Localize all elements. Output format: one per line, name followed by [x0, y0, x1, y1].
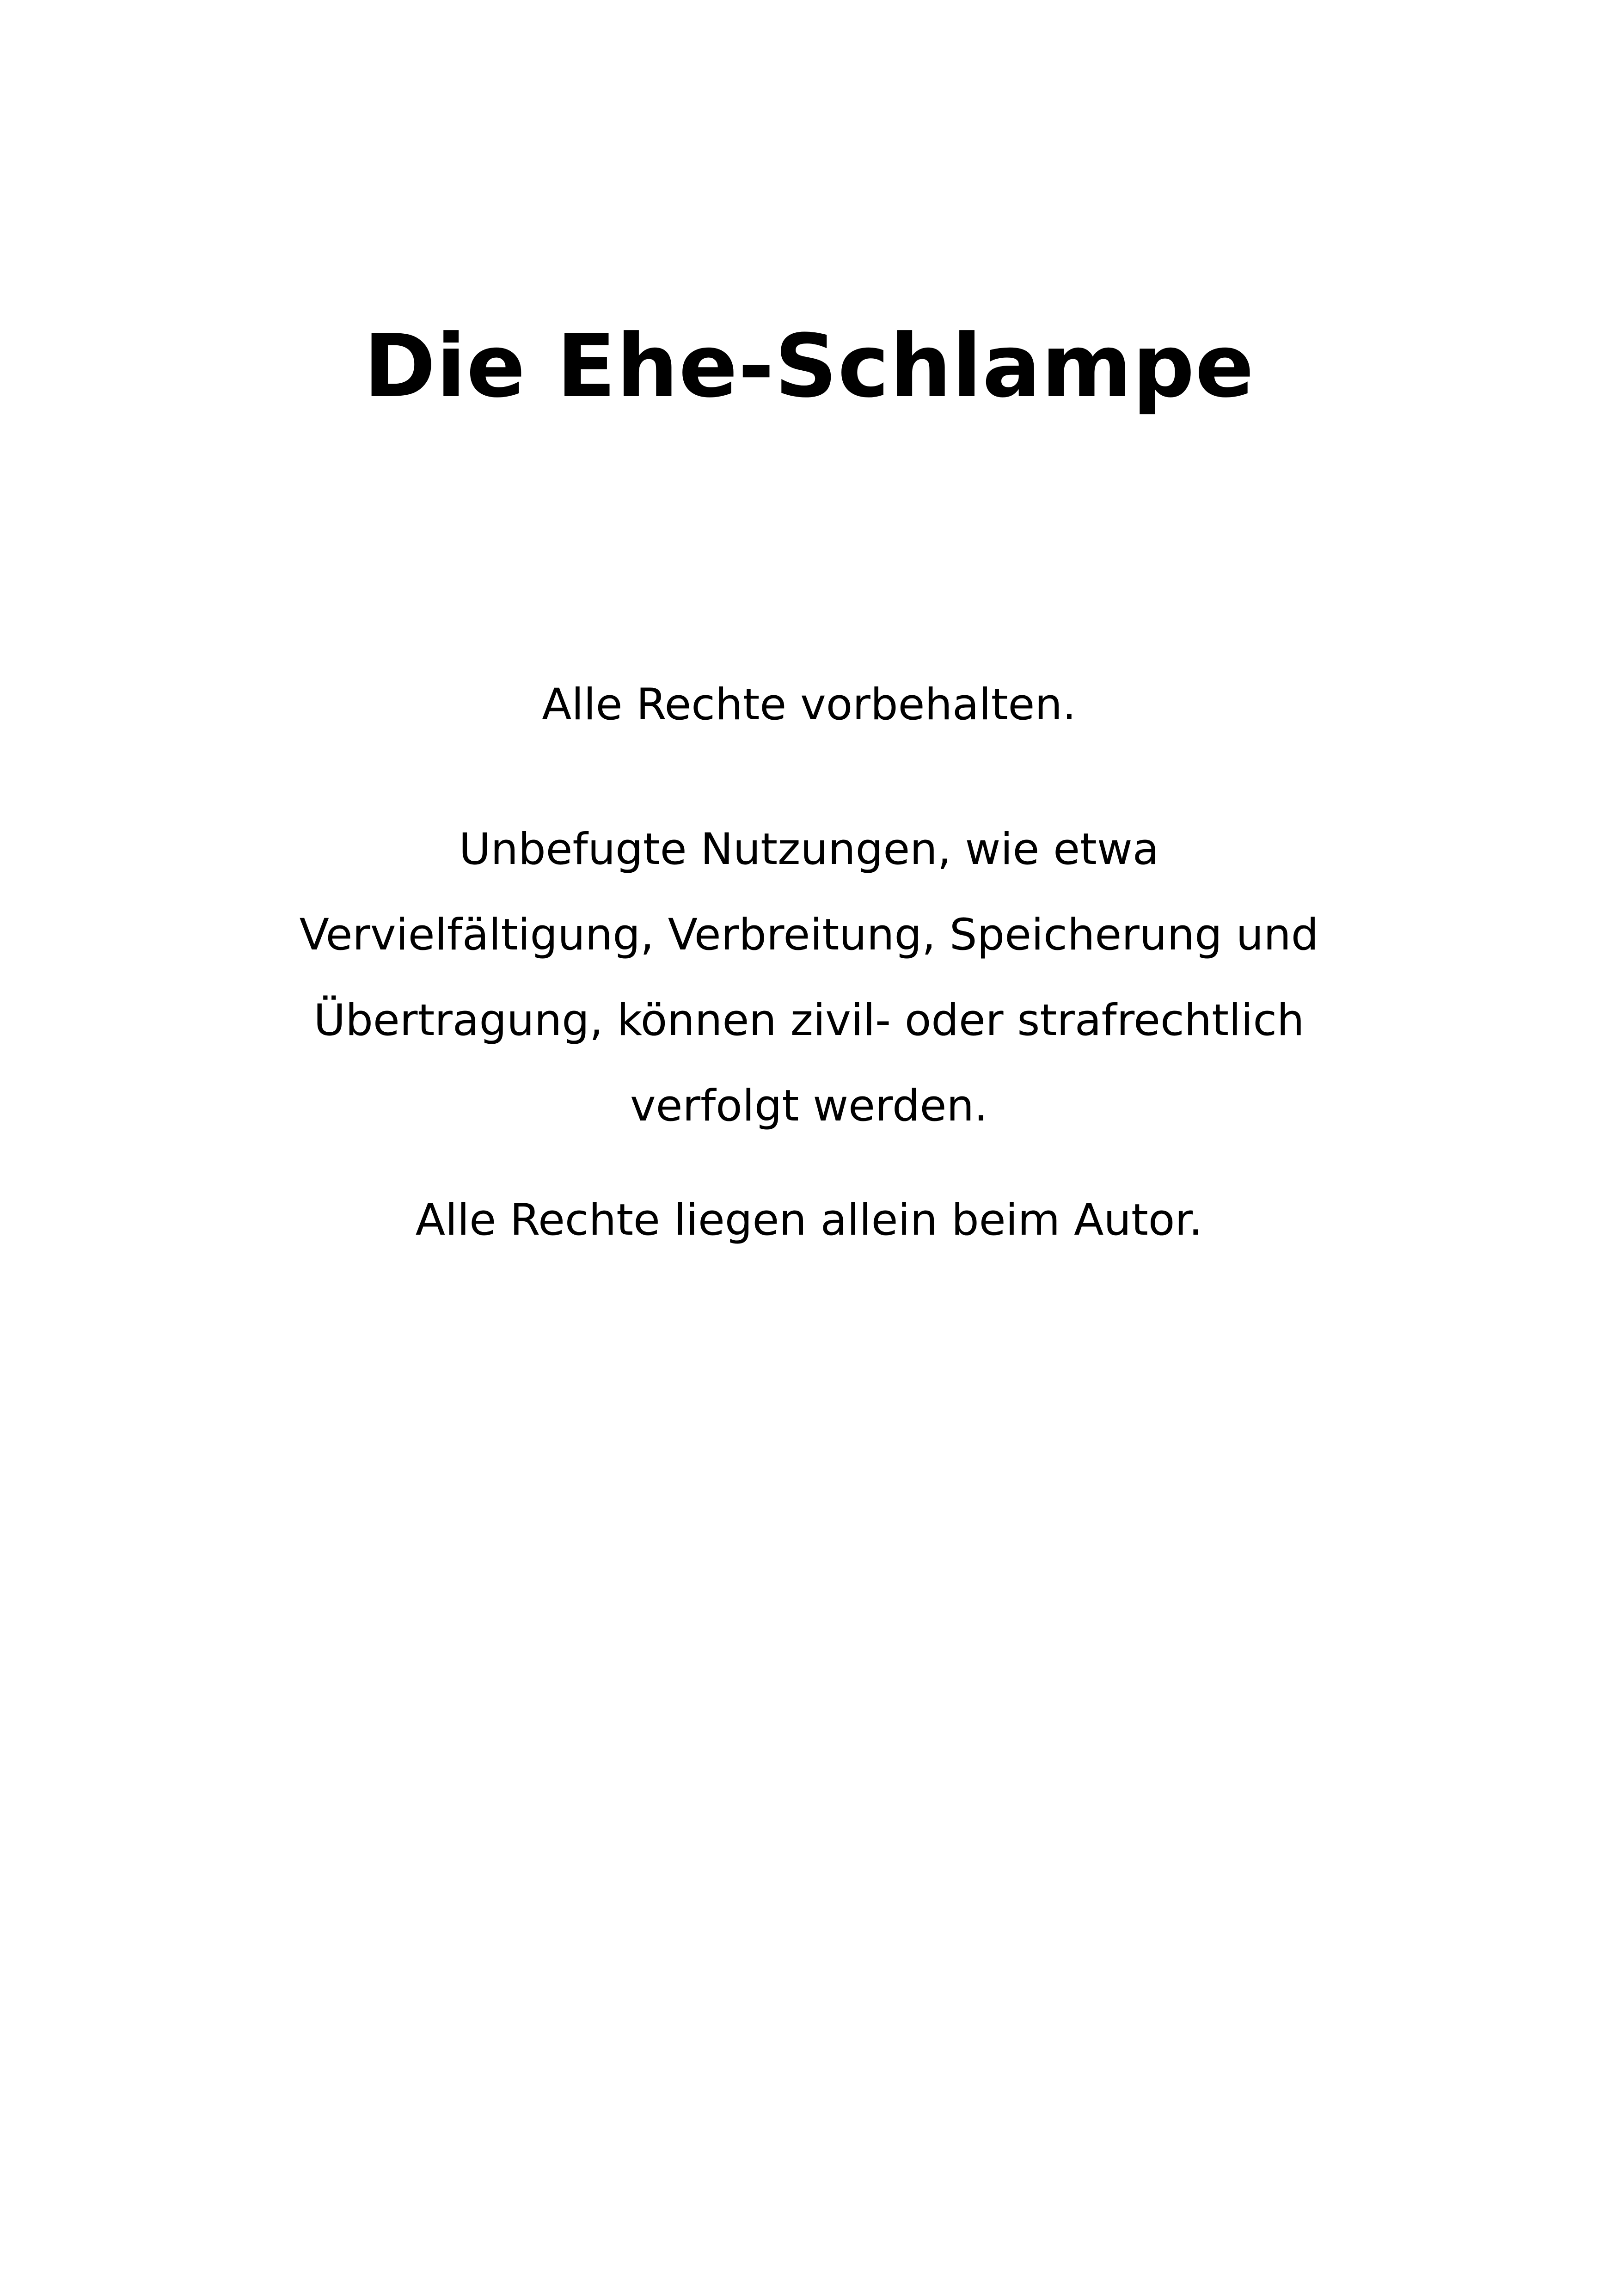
notice-line: Unbefugte Nutzungen, wie etwa: [459, 824, 1159, 875]
notice-line: Vervielfältigung, Verbreitung, Speicherung und: [299, 910, 1319, 960]
rights-reserved-text: Alle Rechte vorbehalten.: [542, 680, 1076, 730]
notice-line: verfolgt werden.: [630, 1081, 988, 1131]
copyright-notice: [0, 807, 1618, 1149]
book-title: Die Ehe-Schlampe: [363, 316, 1255, 417]
author-rights-text: Alle Rechte liegen allein beim Autor.: [415, 1195, 1203, 1245]
notice-line: Übertragung, können zivil- oder strafrechtlich: [313, 995, 1305, 1046]
